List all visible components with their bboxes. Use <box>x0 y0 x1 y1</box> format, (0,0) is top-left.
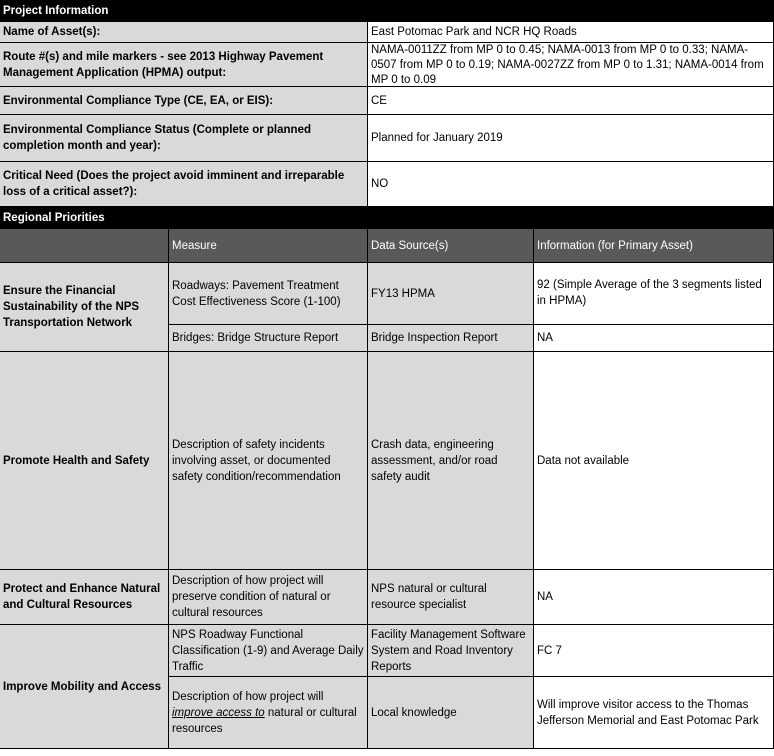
info-functional-classification[interactable]: FC 7 <box>534 625 774 677</box>
compliance-status-value[interactable]: Planned for January 2019 <box>368 115 774 162</box>
route-value[interactable]: NAMA-0011ZZ from MP 0 to 0.45; NAMA-0013 from MP 0 to 0.33; NAMA-0507 from MP 0 to 0.19; NAMA-0027ZZ from MP 0 to 1.31; NAMA-0014 from MP 0 to 0.09 <box>368 43 774 87</box>
compliance-status-label: Environmental Compliance Status (Complete or planned completion month and year): <box>0 115 368 162</box>
measure-bridge-structure: Bridges: Bridge Structure Report <box>169 325 368 352</box>
priority-financial-sustainability: Ensure the Financial Sustainability of the NPS Transportation Network <box>0 263 169 352</box>
section-title: Project Information <box>3 4 109 17</box>
asset-name-label: Name of Asset(s): <box>0 22 368 43</box>
source-bridge-inspection: Bridge Inspection Report <box>368 325 534 352</box>
column-header-data-source: Data Source(s) <box>368 229 534 263</box>
source-facility-management: Facility Management Software System and Road Inventory Reports <box>368 625 534 677</box>
project-information-header <box>0 0 774 22</box>
asset-name-value[interactable]: East Potomac Park and NCR HQ Roads <box>368 22 774 43</box>
section-title: Regional Priorities <box>3 211 105 224</box>
source-crash-data: Crash data, engineering assessment, and/or road safety audit <box>368 352 534 570</box>
emphasized-text: improve access to <box>172 706 265 719</box>
column-header-measure: Measure <box>169 229 368 263</box>
source-hpma: FY13 HPMA <box>368 263 534 325</box>
measure-safety-incidents: Description of safety incidents involving asset, or documented safety condition/recommendation <box>169 352 368 570</box>
priority-natural-cultural: Protect and Enhance Natural and Cultural Resources <box>0 570 169 625</box>
measure-functional-classification: NPS Roadway Functional Classification (1-9) and Average Daily Traffic <box>169 625 368 677</box>
compliance-type-label: Environmental Compliance Type (CE, EA, or EIS): <box>0 87 368 115</box>
compliance-type-value[interactable]: CE <box>368 87 774 115</box>
source-local-knowledge: Local knowledge <box>368 677 534 749</box>
route-label: Route #(s) and mile markers - see 2013 Highway Pavement Management Application (HPMA) output: <box>0 43 368 87</box>
priority-mobility-access: Improve Mobility and Access <box>0 625 169 749</box>
measure-resource-preservation: Description of how project will preserve condition of natural or cultural resources <box>169 570 368 625</box>
info-safety[interactable]: Data not available <box>534 352 774 570</box>
measure-pavement-score: Roadways: Pavement Treatment Cost Effectiveness Score (1-100) <box>169 263 368 325</box>
critical-need-label: Critical Need (Does the project avoid imminent and irreparable loss of a critical asset?): <box>0 162 368 207</box>
column-header-information: Information (for Primary Asset) <box>534 229 774 263</box>
measure-access-improvement: Description of how project will improve access to natural or cultural resources <box>169 677 368 749</box>
info-resources[interactable]: NA <box>534 570 774 625</box>
info-access-improvement[interactable]: Will improve visitor access to the Thomas Jefferson Memorial and East Potomac Park <box>534 677 774 749</box>
regional-priorities-header <box>0 207 774 229</box>
info-bridge-structure[interactable]: NA <box>534 325 774 352</box>
info-pavement-score[interactable]: 92 (Simple Average of the 3 segments listed in HPMA) <box>534 263 774 325</box>
critical-need-value[interactable]: NO <box>368 162 774 207</box>
source-resource-specialist: NPS natural or cultural resource specialist <box>368 570 534 625</box>
column-header-priority <box>0 229 169 263</box>
priority-health-safety: Promote Health and Safety <box>0 352 169 570</box>
